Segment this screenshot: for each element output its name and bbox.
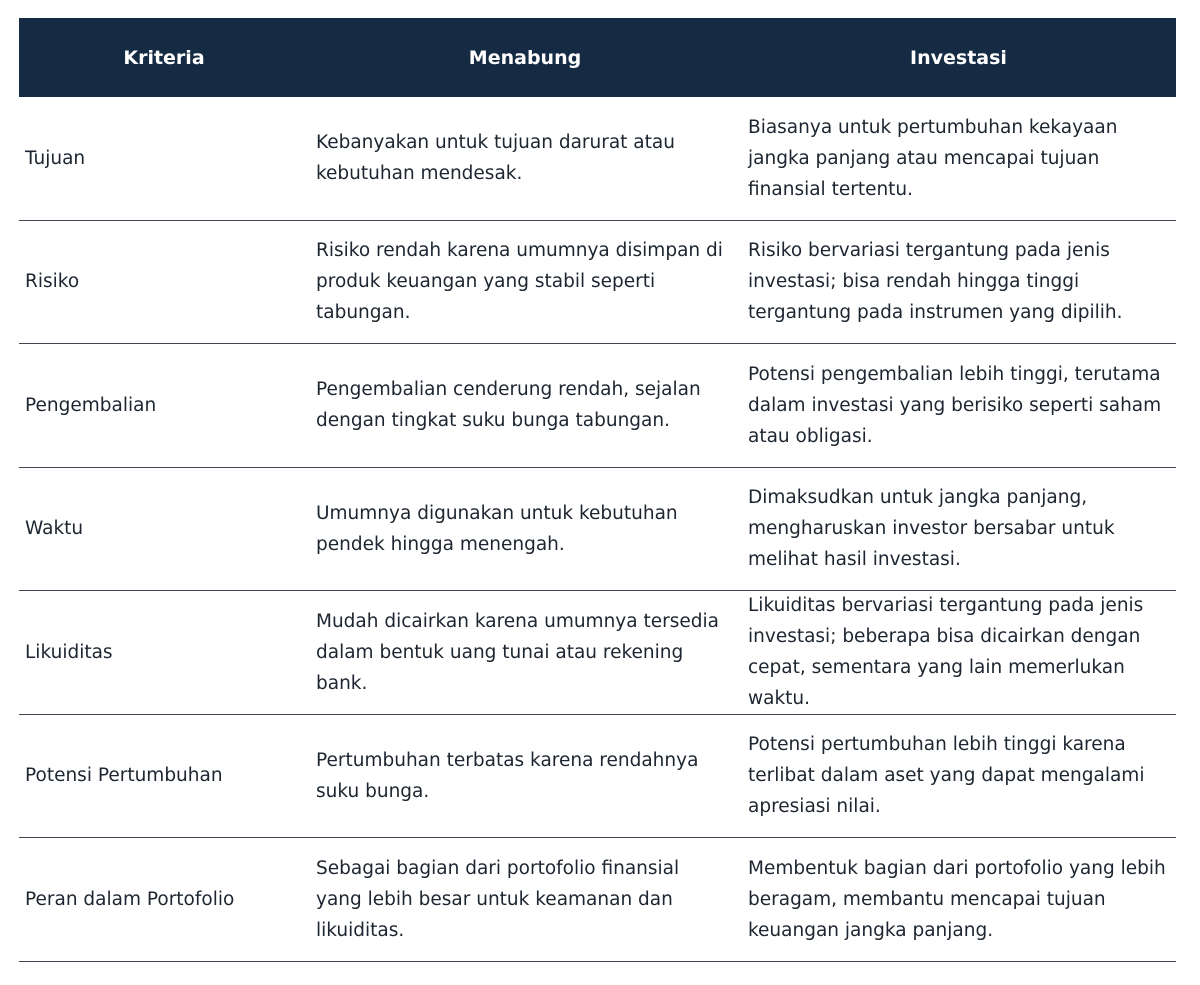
table-row <box>19 221 1176 345</box>
cell-menabung: Umumnya digunakan untuk kebutuhan pendek hingga menengah. <box>316 502 678 555</box>
header-menabung: Menabung <box>468 46 582 69</box>
cell-kriteria: Potensi Pertumbuhan <box>25 765 223 787</box>
cell-kriteria: Pengembalian <box>25 394 157 416</box>
cell-investasi: Biasanya untuk pertumbuhan kekayaan jangka panjang atau mencapai tujuan finansial tertentu. <box>748 116 1118 200</box>
cell-investasi: Potensi pertumbuhan lebih tinggi karena terlibat dalam aset yang dapat mengalami apresiasi nilai. <box>748 734 1145 818</box>
table-row <box>19 468 1176 592</box>
table-row <box>19 838 1176 962</box>
table-row <box>19 591 1176 715</box>
cell-investasi: Membentuk bagian dari portofolio yang lebih beragam, membantu mencapai tujuan keuangan jangka panjang. <box>748 857 1166 941</box>
cell-kriteria: Waktu <box>25 518 84 540</box>
cell-investasi: Potensi pengembalian lebih tinggi, terutama dalam investasi yang berisiko seperti saham atau obligasi. <box>748 363 1162 447</box>
comparison-table <box>19 18 1176 962</box>
header-investasi: Investasi <box>910 46 1007 69</box>
cell-menabung: Mudah dicairkan karena umumnya tersedia dalam bentuk uang tunai atau rekening bank. <box>316 610 719 694</box>
cell-menabung: Kebanyakan untuk tujuan darurat atau kebutuhan mendesak. <box>316 132 675 185</box>
table-row <box>19 97 1176 221</box>
cell-menabung: Sebagai bagian dari portofolio finansial yang lebih besar untuk keamanan dan likuiditas. <box>316 857 680 941</box>
cell-menabung: Pertumbuhan terbatas karena rendahnya suku bunga. <box>316 749 699 802</box>
cell-menabung: Risiko rendah karena umumnya disimpan di produk keuangan yang stabil seperti tabungan. <box>316 240 723 324</box>
cell-investasi: Risiko bervariasi tergantung pada jenis investasi; bisa rendah hingga tinggi tergantung pada instrumen yang dipilih. <box>748 240 1123 324</box>
table-header <box>19 18 1176 97</box>
header-kriteria: Kriteria <box>123 46 205 69</box>
cell-investasi: Likuiditas bervariasi tergantung pada jenis investasi; beberapa bisa dicairkan dengan cepat, sementara yang lain memerlukan waktu. <box>748 595 1144 710</box>
cell-kriteria: Likuiditas <box>25 641 113 663</box>
cell-kriteria: Risiko <box>25 271 80 293</box>
cell-kriteria: Tujuan <box>25 147 86 169</box>
cell-investasi: Dimaksudkan untuk jangka panjang, mengharuskan investor bersabar untuk melihat hasil investasi. <box>748 487 1115 571</box>
cell-menabung: Pengembalian cenderung rendah, sejalan dengan tingkat suku bunga tabungan. <box>316 379 701 432</box>
table-row <box>19 344 1176 468</box>
table-row <box>19 715 1176 839</box>
cell-kriteria: Peran dalam Portofolio <box>25 888 235 910</box>
